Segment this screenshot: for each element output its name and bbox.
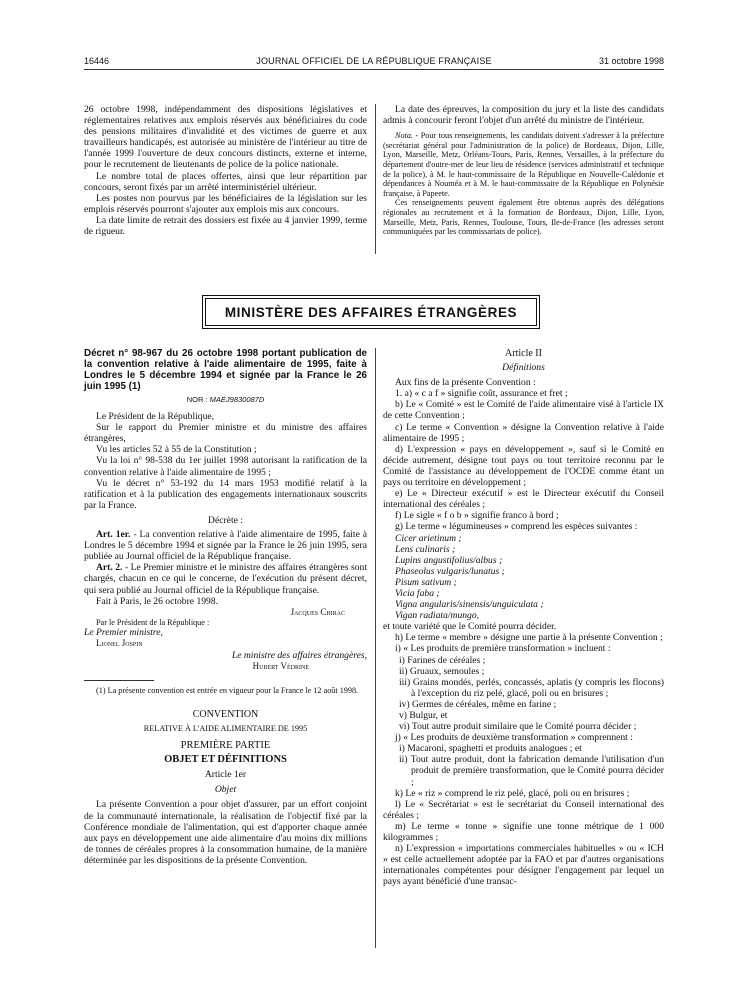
- part-title: PREMIÈRE PARTIE: [180, 740, 271, 752]
- prime-minister-title: Le Premier ministre,: [84, 627, 163, 639]
- product-item: v) Bulgur, et: [399, 710, 448, 721]
- product-item: vi) Tout autre produit similaire que le Comité pourra décider ;: [399, 721, 637, 733]
- article-2-column: [383, 348, 664, 888]
- definition-item: m) Le terme « tonne » signifie une tonne métrique de 1 000 kilogrammes ;: [383, 820, 664, 844]
- species-item: Lens culinaris ;: [395, 543, 456, 555]
- species-item: Pisum sativum ;: [395, 576, 457, 588]
- paragraph: 26 octobre 1998, indépendamment des dispositions législatives et réglementaires relatives aux emplois réservés aux bénéficiaires du code des pensions militaires d'invalidité et des victimes de guerre et aux travailleurs handicapés, est autorisée au ministère de l'intérieur au titre de l'année 1999 l'ouverture de deux concours distincts, externe et interne, pour le recrutement de lieutenants de police de la police nationale.: [84, 104, 367, 171]
- nor-reference: [84, 394, 367, 405]
- definition-item: f) Le sigle « f o b » signifie franco à bord ;: [395, 510, 559, 522]
- definition-item: b) Le « Comité » est le Comité de l'aide alimentaire visé à l'article IX de cette Convention ;: [383, 399, 664, 422]
- top-right-column: [383, 104, 664, 237]
- nor-code: MAEJ9830087D: [209, 395, 265, 404]
- ministry-heading: [205, 298, 537, 326]
- visa-line: Vu les articles 52 à 55 de la Constitution ;: [96, 444, 257, 456]
- paragraph: Le nombre total de places offertes, ainsi que leur répartition par concours, seront fixés par un arrêté interministériel ultérieur.: [84, 170, 367, 193]
- article-1-heading: Article 1er: [204, 769, 247, 781]
- visa-line: Le Président de la République,: [96, 411, 215, 423]
- definition-item: d) L'expression « pays en développement », sauf si le Comité en décide autrement, désigne tout pays ou tout territoire reconnu par le Comité de l'assistance au développement de l'OCDE comme étant un pays ou territoire en développement ;: [383, 443, 664, 489]
- nota-text-2: Ces renseignements peuvent également être obtenus auprès des délégations régionales au recrutement et à la formation de Bordeaux, Dijon, Lille, Lyon, Marseille, Metz, Paris, Rennes, Toulouse, Tours, Ile-de-France (les adresses seront communiquées par les commissariats de police).: [383, 198, 664, 237]
- definition-item: 1. a) « c a f » signifie coût, assurance et fret ;: [395, 388, 568, 400]
- species-item: Vicia faba ;: [395, 587, 440, 599]
- footnote-rule: [84, 680, 154, 681]
- definition-item: c) Le terme « Convention » désigne la Convention relative à l'aide alimentaire de 1995 ;: [383, 421, 664, 444]
- species-item: Cicer arietinum ;: [395, 532, 462, 544]
- definition-item: g) Le terme « légumineuses » comprend les espèces suivantes :: [395, 521, 638, 533]
- paragraph: Les postes non pourvus par les bénéficiaires de la législation sur les emplois réservés pourront s'ajouter aux emplois mis aux concours.: [84, 192, 367, 215]
- definition-item: e) Le « Directeur exécutif » est le Directeur exécutif du Conseil international des céréales ;: [383, 488, 664, 511]
- product-item: i) Macaroni, spaghetti et produits analogues ; et: [399, 743, 582, 755]
- species-item: Phaseolus vulgaris/lunatus ;: [395, 565, 505, 577]
- column-divider: [375, 348, 376, 948]
- definitions-heading: Définitions: [502, 362, 545, 374]
- definition-item: i) « Les produits de première transformation » incluent :: [395, 643, 611, 655]
- article-2-text: - Le Premier ministre et le ministre des affaires étrangères sont chargés, chacun en ce qui le concerne, de l'exécution du présent décret, qui sera publié au Journal officiel de la République française.: [84, 562, 368, 596]
- convention-subtitle: RELATIVE À L'AIDE ALIMENTAIRE DE 1995: [143, 724, 308, 734]
- article-1-label: Art. 1er.: [96, 529, 131, 541]
- product-item: i) Farines de céréales ;: [399, 654, 486, 666]
- nor-label: NOR :: [186, 395, 210, 404]
- definitions-intro: Aux fins de la présente Convention :: [395, 377, 536, 389]
- paragraph: La date limite de retrait des dossiers est fixée au 4 janvier 1999, terme de rigueur.: [84, 214, 367, 238]
- decrete-label: Décrète :: [208, 514, 243, 526]
- definition-item: j) « Les produits de deuxième transformation » comprennent :: [395, 732, 633, 744]
- part-subtitle: OBJET ET DÉFINITIONS: [164, 754, 287, 766]
- ministry-title: MINISTÈRE DES AFFAIRES ÉTRANGÈRES: [224, 304, 518, 320]
- article-2-heading: Article II: [505, 348, 542, 359]
- header-rule: [84, 69, 664, 70]
- visa-line: Sur le rapport du Premier ministre et du ministre des affaires étrangères,: [84, 422, 367, 445]
- convention-title: CONVENTION: [192, 709, 259, 721]
- top-left-column: [84, 104, 367, 237]
- president-signature: Jacques Chirac: [290, 606, 345, 617]
- nota-block: [383, 131, 664, 237]
- foreign-minister-signature: Hubert Védrine: [252, 660, 309, 671]
- product-item: ii) Gruaux, semoules ;: [399, 665, 485, 677]
- nota-text: - Pour tous renseignements, les candidats doivent s'adresser à la préfecture (secrétariat général pour l'administration de la police) de Bordeaux, Dijon, Lille, Lyon, Marseille, Metz, Orléans-Tours, Paris, Rennes, Versailles, à la préfecture du département d'outre-mer de leur lieu de résidence (services administratif et technique de la police), à M. le haut-commissaire de la République en Nouvelle-Calédonie et dépendances à Nouméa et à M. le haut-commissaire de la République en Polynésie française, à Papeete.: [383, 131, 664, 198]
- species-item: Vigna angularis/sinensis/unguiculata ;: [395, 599, 544, 611]
- issue-date: 31 octobre 1998: [598, 56, 664, 66]
- paragraph: La date des épreuves, la composition du jury et la liste des candidats admis à concourir feront l'objet d'un arrêté du ministre de l'intérieur.: [383, 104, 664, 127]
- objet-text: La présente Convention a pour objet d'assurer, par un effort conjoint de la communauté internationale, la réalisation de l'objectif fixé par la Conférence mondiale de l'alimentation, qui est d'apporter chaque année aux pays en développement une aide alimentaire d'au moins dix millions de tonnes de céréales propres à la consommation humaine, de la manière déterminée par les dispositions de la présente Convention.: [84, 799, 367, 866]
- species-end: et toute variété que le Comité pourra décider.: [383, 621, 557, 633]
- definition-item: k) Le « riz » comprend le riz pelé, glacé, poli ou en brisures ;: [395, 787, 630, 799]
- nota-label: Nota.: [395, 131, 413, 141]
- visa-line: Vu le décret n° 53-192 du 14 mars 1953 modifié relatif à la ratification et à la publication des engagements internationaux souscrits par la France.: [84, 477, 367, 511]
- signature-place-date: Fait à Paris, le 26 octobre 1998.: [96, 595, 219, 607]
- species-item: Vigan radiata/mungo,: [395, 610, 480, 622]
- by-president-line: Par le Président de la République :: [96, 617, 210, 627]
- decree-column: [84, 348, 367, 866]
- definition-item: h) Le terme « membre » désigne une partie à la présente Convention ;: [395, 632, 663, 644]
- definition-item: n) L'expression « importations commerciales habituelles » ou « ICH » est celle actuellement adoptée par la FAO et par d'autres organisations internationales compétentes pour désigner l'engagement par lequel un pays ayant bénéficié d'une transac-: [383, 843, 664, 888]
- objet-heading: Objet: [214, 784, 237, 796]
- article-2-label: Art. 2.: [96, 562, 123, 574]
- foreign-minister-title: Le ministre des affaires étrangères,: [231, 649, 367, 661]
- product-item: iii) Grains mondés, perlés, concassés, aplatis (y compris les flocons) à l'exception du riz pelé, glacé, poli ou en brisures ;: [399, 676, 664, 699]
- product-item: iv) Germes de céréales, même en farine ;: [399, 698, 557, 710]
- footnote: (1) La présente convention est entrée en vigueur pour la France le 12 août 1998.: [96, 685, 359, 695]
- column-divider: [375, 104, 376, 254]
- page-number: 16446: [84, 56, 110, 66]
- prime-minister-signature: Lionel Jospin: [96, 638, 143, 649]
- decree-title: Décret n° 98-967 du 26 octobre 1998 portant publication de la convention relative à l'aide alimentaire de 1995, faite à Londres le 5 décembre 1994 et signée par la France le 26 juin 1995 (1): [84, 348, 367, 392]
- visa-line: Vu la loi n° 98-538 du 1er juillet 1998 autorisant la ratification de la convention relative à l'aide alimentaire de 1995 ;: [84, 455, 367, 478]
- article-1-text: - La convention relative à l'aide alimentaire de 1995, faite à Londres le 5 décembre 1994 et signée par la France le 26 juin 1995, sera publiée au Journal officiel de la République française.: [84, 529, 367, 563]
- journal-title: JOURNAL OFFICIEL DE LA RÉPUBLIQUE FRANÇAISE: [256, 56, 492, 66]
- definition-item: l) Le « Secrétariat » est le secrétariat du Conseil international des céréales ;: [383, 798, 664, 821]
- species-item: Lupins angustifolius/albus ;: [395, 554, 503, 566]
- product-item: ii) Tout autre produit, dont la fabrication demande l'utilisation d'un produit de première transformation, que le Comité pourra décider ;: [399, 754, 664, 788]
